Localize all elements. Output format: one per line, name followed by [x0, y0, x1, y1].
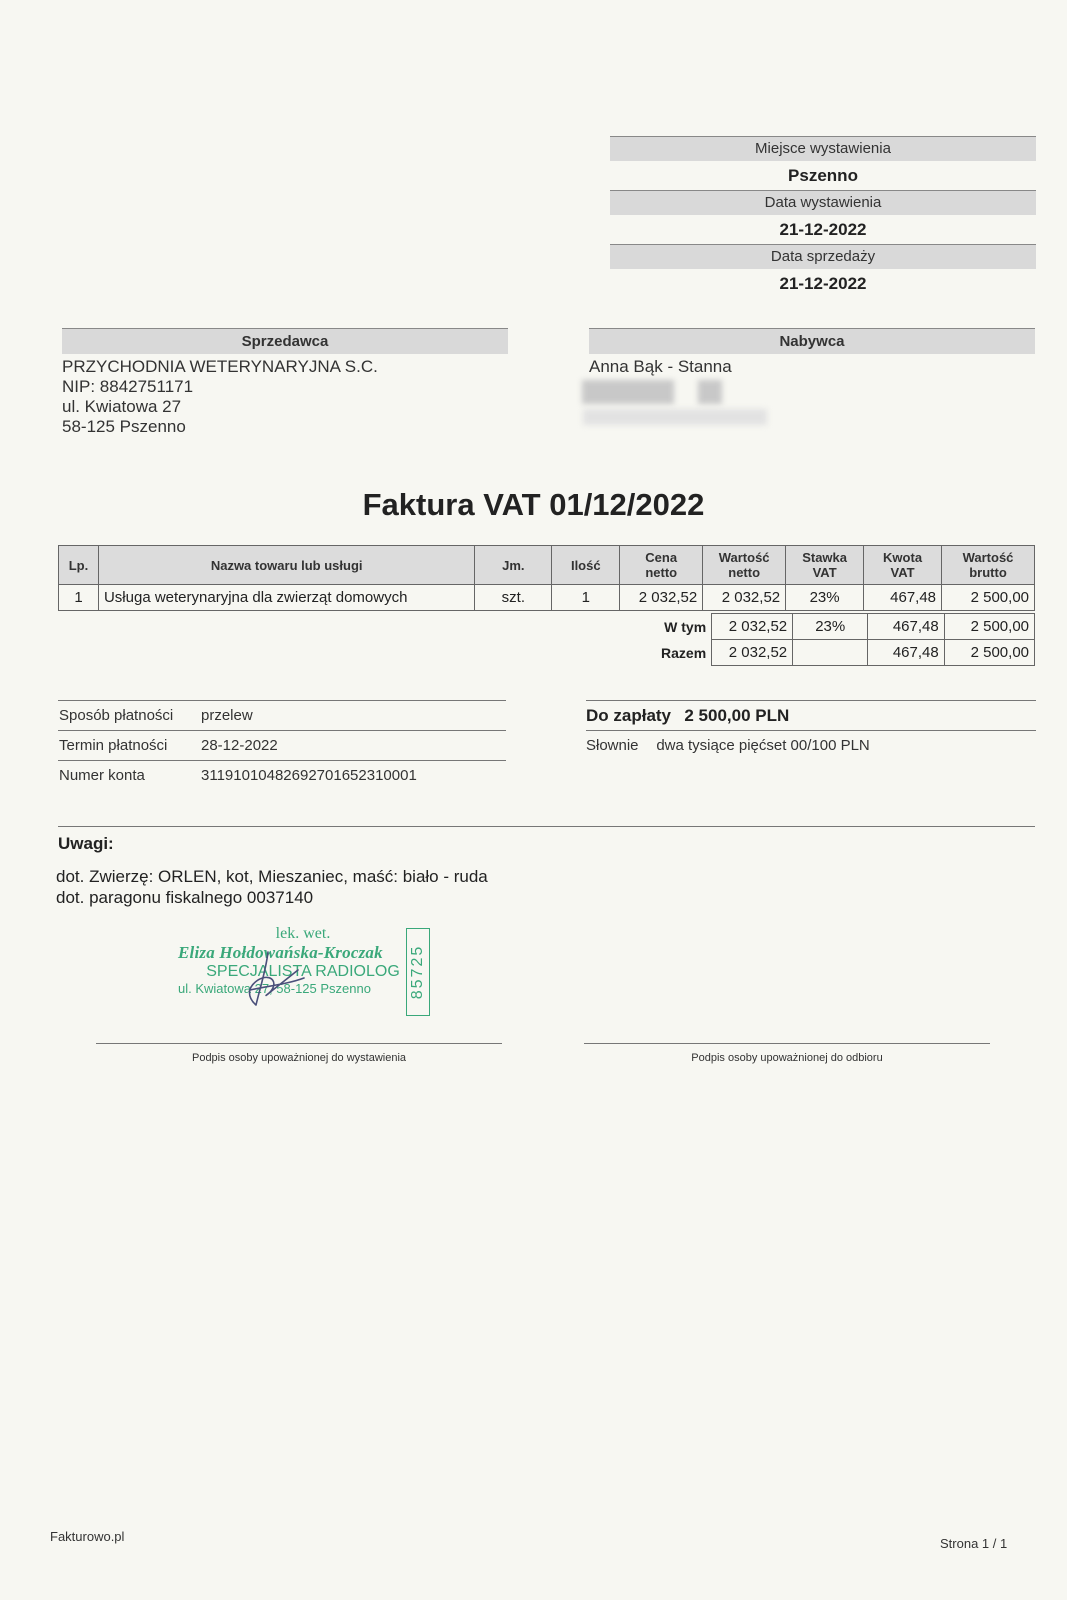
payment-method-label: Sposób płatności — [59, 707, 174, 724]
redacted-address-block — [698, 380, 722, 404]
notes-heading: Uwagi: — [58, 834, 114, 853]
razem-gross: 2 500,00 — [944, 640, 1034, 666]
payment-method-row — [58, 700, 506, 730]
cell-net: 2 032,52 — [703, 585, 786, 611]
wtym-label: W tym — [664, 618, 707, 635]
words-label: Słownie — [586, 737, 639, 754]
stamp-license-number: 85725 — [406, 928, 430, 1016]
payment-due-row — [58, 730, 506, 760]
account-row — [58, 760, 506, 790]
redacted-address-block — [582, 380, 674, 404]
col-price: Cena netto — [620, 546, 703, 585]
table-header-row — [59, 546, 1035, 585]
cell-price: 2 032,52 — [620, 585, 703, 611]
total-section — [586, 700, 1036, 760]
col-vat: Kwota VAT — [864, 546, 942, 585]
receiver-signature — [584, 1043, 990, 1064]
total-label: Do zapłaty — [586, 706, 672, 725]
issuer-signature-caption: Podpis osoby upoważnionej do wystawienia — [191, 1052, 407, 1064]
buyer-section — [589, 328, 1035, 377]
notes-body — [56, 866, 488, 908]
seller-heading: Sprzedawca — [62, 328, 508, 354]
stamp-title: lek. wet. — [275, 925, 331, 942]
stamp-name: Eliza Hołdowańska-Kroczak — [178, 943, 383, 962]
cell-rate: 23% — [786, 585, 864, 611]
issue-place-label: Miejsce wystawienia — [610, 136, 1036, 161]
total-words-row — [586, 730, 1036, 760]
footer-page-number: Strona 1 / 1 — [940, 1536, 1008, 1551]
buyer-name: Anna Bąk - Stanna — [589, 357, 732, 376]
notes-line-2: dot. paragonu fiskalnego 0037140 — [56, 888, 314, 907]
account-label: Numer konta — [59, 767, 145, 784]
col-net: Wartość netto — [703, 546, 786, 585]
account-number: 31191010482692701652310001 — [201, 767, 417, 784]
handwritten-signature — [238, 950, 318, 1010]
col-gross: Wartość brutto — [942, 546, 1035, 585]
summary-row-razem — [652, 640, 1035, 666]
wtym-net: 2 032,52 — [712, 614, 793, 640]
seller-street: ul. Kwiatowa 27 — [62, 397, 182, 416]
buyer-heading: Nabywca — [589, 328, 1035, 354]
col-unit: Jm. — [475, 546, 552, 585]
seller-section — [62, 328, 508, 437]
receiver-signature-caption: Podpis osoby upoważnionej do odbioru — [691, 1052, 883, 1064]
cell-vat: 467,48 — [864, 585, 942, 611]
words-amount: dwa tysiące pięćset 00/100 PLN — [656, 737, 870, 754]
redacted-address-block — [583, 409, 767, 425]
summary-row-wtym — [652, 614, 1035, 640]
cell-lp: 1 — [59, 585, 99, 611]
notes-divider — [58, 826, 1035, 827]
seller-nip: NIP: 8842751171 — [62, 377, 194, 396]
wtym-gross: 2 500,00 — [944, 614, 1034, 640]
wtym-rate: 23% — [793, 614, 868, 640]
razem-rate — [793, 640, 868, 666]
razem-vat: 467,48 — [868, 640, 944, 666]
stamp-specialty: SPECJALISTA RADIOLOG — [206, 963, 400, 980]
sale-date-label: Data sprzedaży — [610, 244, 1036, 269]
payment-due: 28-12-2022 — [201, 737, 278, 754]
cell-name: Usługa weterynaryjna dla zwierząt domowych — [98, 585, 474, 611]
seller-name: PRZYCHODNIA WETERYNARYJNA S.C. — [62, 357, 378, 376]
issue-date: 21-12-2022 — [779, 220, 867, 239]
cell-qty: 1 — [552, 585, 620, 611]
issue-place: Pszenno — [788, 166, 858, 185]
payment-due-label: Termin płatności — [59, 737, 168, 754]
payment-section — [58, 700, 506, 790]
payment-method: przelew — [201, 707, 253, 724]
col-lp: Lp. — [59, 546, 99, 585]
summary-table — [652, 613, 1035, 666]
col-qty: Ilość — [552, 546, 620, 585]
razem-net: 2 032,52 — [712, 640, 793, 666]
total-amount: 2 500,00 PLN — [684, 706, 790, 725]
table-row — [59, 585, 1035, 611]
cell-unit: szt. — [475, 585, 552, 611]
wtym-vat: 467,48 — [868, 614, 944, 640]
stamp-address: ul. Kwiatowa 27, 58-125 Pszenno — [178, 981, 371, 996]
notes-line-1: dot. Zwierzę: ORLEN, kot, Mieszaniec, maść: biało - ruda — [56, 867, 488, 886]
invoice-title: Faktura VAT 01/12/2022 — [362, 487, 705, 522]
col-name: Nazwa towaru lub usługi — [98, 546, 474, 585]
cell-gross: 2 500,00 — [942, 585, 1035, 611]
col-rate: Stawka VAT — [786, 546, 864, 585]
issue-info-box — [610, 136, 1036, 298]
seller-city: 58-125 Pszenno — [62, 417, 186, 436]
sale-date: 21-12-2022 — [779, 274, 867, 293]
footer-brand: Fakturowo.pl — [50, 1529, 125, 1544]
items-table — [58, 545, 1035, 611]
razem-label: Razem — [661, 644, 707, 661]
issuer-signature — [96, 1043, 502, 1064]
issue-date-label: Data wystawienia — [610, 190, 1036, 215]
total-due-row — [586, 700, 1036, 730]
